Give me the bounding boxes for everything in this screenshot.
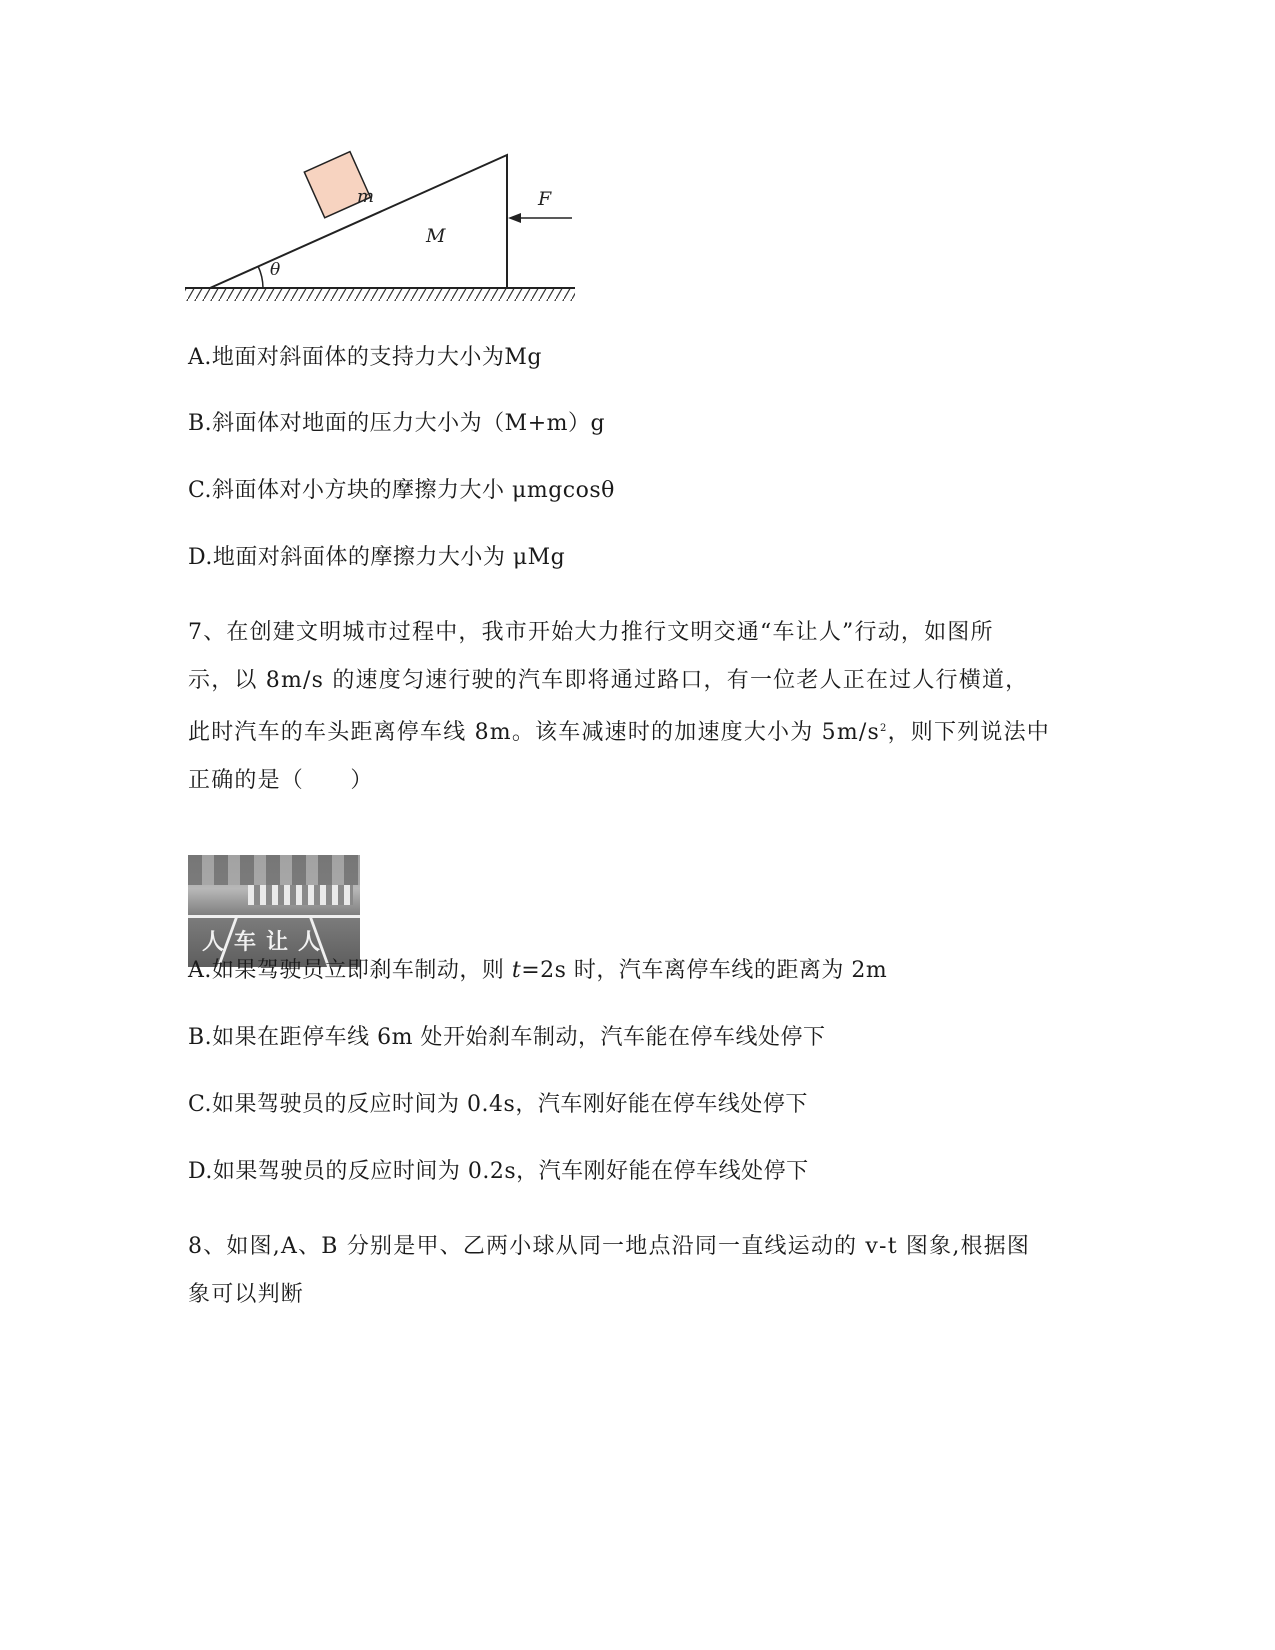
q6-option-d: D.地面对斜面体的摩擦力大小为 μMg bbox=[188, 545, 566, 570]
block-label: m bbox=[357, 186, 375, 207]
q6-option-b: B.斜面体对地面的压力大小为（M+m）g bbox=[188, 411, 606, 436]
ground-hatch bbox=[185, 289, 575, 301]
photo-stop-line bbox=[188, 915, 360, 918]
q6-option-c: C.斜面体对小方块的摩擦力大小 μmgcosθ bbox=[188, 478, 615, 503]
q7-option-d: D.如果驾驶员的反应时间为 0.2s，汽车刚好能在停车线处停下 bbox=[188, 1159, 809, 1184]
q8-stem-line-1: 8、如图,A、B 分别是甲、乙两小球从同一地点沿同一直线运动的 v-t 图象,根据图 bbox=[188, 1234, 1031, 1259]
photo-background-trees bbox=[188, 855, 360, 885]
q7-option-a-var: t bbox=[511, 958, 522, 983]
q7-option-a bbox=[188, 956, 887, 986]
q7-option-a-pre: A.如果驾驶员立即刹车制动，则 bbox=[188, 958, 512, 983]
q7-stem-line-3-text: 此时汽车的车头距离停车线 8m。该车减速时的加速度大小为 5m/s bbox=[188, 720, 881, 745]
photo-road-text: 人车让人 bbox=[202, 930, 331, 955]
q7-squared: 2 bbox=[880, 723, 888, 734]
q7-option-b: B.如果在距停车线 6m 处开始刹车制动，汽车能在停车线处停下 bbox=[188, 1025, 826, 1050]
q7-stem-line-1: 7、在创建文明城市过程中，我市开始大力推行文明交通“车让人”行动，如图所 bbox=[188, 620, 994, 645]
q7-stem-line-3-tail: ，则下列说法中 bbox=[887, 720, 1050, 745]
force-label: F bbox=[538, 188, 552, 210]
q7-stem-line-3 bbox=[188, 705, 1088, 757]
q7-stem-line-2: 示，以 8m/s 的速度匀速行驶的汽车即将通过路口，有一位老人正在过人行横道， bbox=[188, 668, 1029, 693]
q8-stem-line-2: 象可以判断 bbox=[188, 1282, 305, 1307]
force-arrow-head bbox=[508, 213, 521, 223]
q7-stem bbox=[188, 609, 1088, 805]
q7-option-c: C.如果驾驶员的反应时间为 0.4s，汽车刚好能在停车线处停下 bbox=[188, 1092, 808, 1117]
angle-label: θ bbox=[270, 260, 281, 280]
q8-stem bbox=[188, 1223, 1088, 1319]
block bbox=[304, 152, 370, 218]
q7-stem-line-4: 正确的是（ ） bbox=[188, 768, 374, 793]
photo-crosswalk-stripes bbox=[248, 885, 353, 905]
body-label: M bbox=[426, 225, 446, 247]
q7-option-a-post: =2s 时，汽车离停车线的距离为 2m bbox=[521, 958, 888, 983]
incline-diagram bbox=[180, 145, 600, 315]
q6-option-a: A.地面对斜面体的支持力大小为Mg bbox=[188, 345, 542, 370]
crosswalk-photo bbox=[188, 855, 360, 967]
